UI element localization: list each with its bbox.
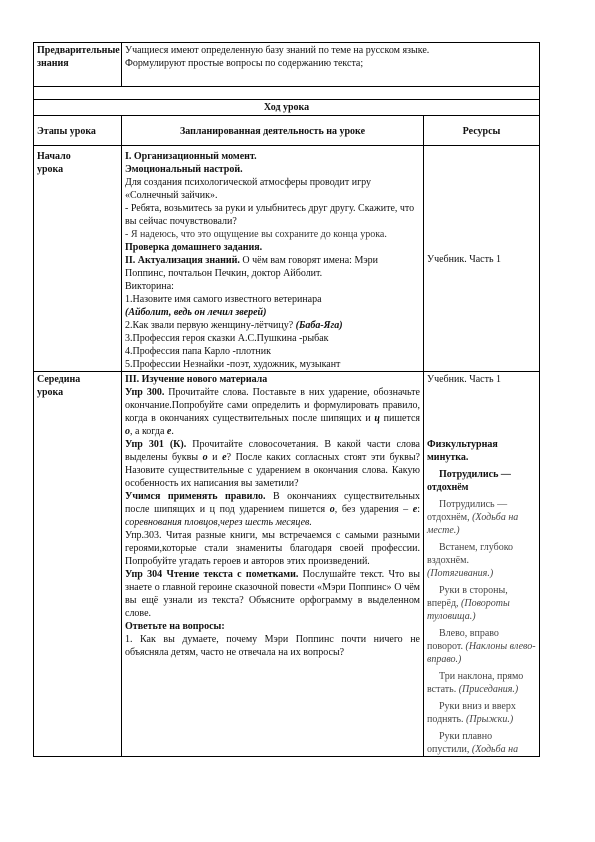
exercise-304-title: Упр 304 Чтение текста с пометками. bbox=[125, 569, 299, 580]
header-row bbox=[34, 116, 540, 146]
fiz-minute-subtitle: Потрудились — отдохнём bbox=[427, 469, 511, 493]
poem-line: Руки вниз и вверх поднять. (Прыжки.) bbox=[427, 701, 516, 725]
exercise-301-letter-e: е bbox=[222, 452, 227, 463]
teacher-prompt: - Ребята, возьмитесь за руки и улыбнитесь друг другу. Скажите, что вы сейчас почувствовали? bbox=[125, 203, 415, 227]
quiz-heading: Викторина: bbox=[125, 281, 174, 292]
rule-letter-e: е bbox=[412, 504, 418, 515]
exercise-300-text-3: , а когда bbox=[130, 426, 167, 437]
exercise-304 bbox=[125, 568, 420, 620]
spacer-row bbox=[34, 87, 540, 100]
exercise-301-and: и bbox=[207, 452, 223, 463]
exercise-300-letter-e: е bbox=[166, 426, 172, 437]
rule-examples: соревнования пловцов,через шесть месяцев. bbox=[125, 517, 312, 528]
header-activity: Запланированная деятельность на уроке bbox=[122, 116, 424, 146]
quiz-question-4: 4.Профессия папа Карло -плотник bbox=[125, 346, 271, 357]
exercise-301-text: Прочитайте словосочетания. В какой части слова выделены буквы bbox=[125, 439, 420, 463]
middle-stage-row bbox=[34, 372, 540, 757]
rule-title: Учимся применять правило. bbox=[125, 491, 266, 502]
rule-text-3: : bbox=[417, 504, 420, 515]
exercise-301-text-2: ? После каких согласных стоят эти буквы? Назовите существительные с ударением в окончания слова. Какую особенность их написания вы заметили? bbox=[125, 452, 420, 489]
start-stage-line-1: Начало bbox=[37, 151, 71, 162]
quiz-answer-1: (Айболит, ведь он лечил зверей) bbox=[125, 307, 267, 318]
start-resources bbox=[424, 146, 540, 372]
middle-stage-line-1: Середина bbox=[37, 374, 81, 385]
poem-line: Три наклона, прямо встать. (Приседания.) bbox=[427, 671, 524, 695]
teacher-hope: - Я надеюсь, что это ощущение вы сохраните до конца урока. bbox=[125, 229, 387, 240]
section-title: Ход урока bbox=[34, 100, 540, 116]
exercise-304-text: Послушайте текст. Что вы знаете о главной героине сказочной повести «Мэри Поппинс» О чём вы ещё узнали из текста? Объясните орфограмму в выделенном слове. bbox=[125, 569, 420, 619]
exercise-300-text-2: пишется bbox=[379, 413, 420, 424]
answer-question-1: 1. Как вы думаете, почему Мэри Поппинс почти ничего не объясняла детям, часто не отвечала на их вопросы? bbox=[125, 634, 420, 658]
middle-activity bbox=[122, 372, 424, 757]
quiz-question-2-text: 2.Как звали первую женщину-лётчицу? bbox=[125, 320, 296, 331]
quiz-answer-2: (Баба-Яга) bbox=[295, 320, 343, 331]
exercise-300-end: . bbox=[171, 426, 174, 437]
spacer-cell bbox=[34, 87, 540, 100]
start-stage-label bbox=[34, 146, 122, 372]
header-stage: Этапы урока bbox=[34, 116, 122, 146]
poem-line: Руки плавно опустили, (Ходьба на bbox=[427, 731, 519, 755]
actualization-heading: II. Актуализация знаний. bbox=[125, 255, 240, 266]
quiz-question-1: 1.Назовите имя самого известного ветеринара bbox=[125, 294, 322, 305]
poem-line: Встанем, глубоко вздохнём. (Потягивания.) bbox=[427, 542, 514, 579]
org-moment-heading: I. Организационный момент. bbox=[125, 151, 257, 162]
exercise-300-letter-o: о bbox=[125, 426, 130, 437]
exercise-301 bbox=[125, 438, 420, 490]
fiz-poem bbox=[427, 498, 536, 756]
exercise-300-title: Упр 300. bbox=[125, 387, 165, 398]
start-resource-text: Учебник. Часть 1 bbox=[427, 253, 502, 265]
poem-line: Потрудились — отдохнём, (Ходьба на месте.) bbox=[427, 499, 519, 536]
exercise-301-title: Упр 301 (К). bbox=[125, 439, 187, 450]
prior-knowledge-row bbox=[34, 43, 540, 87]
poem-line: Руки в стороны, вперёд, (Повороты туловища.) bbox=[427, 585, 510, 622]
new-material-heading: III. Изучение нового материала bbox=[125, 374, 268, 385]
actualization-text: О чём вам говорят имена: Мэри Поппинс, почтальон Печкин, доктор Айболит. bbox=[125, 255, 378, 279]
homework-check-heading: Проверка домашнего задания. bbox=[125, 242, 263, 253]
fiz-minute-title: Физкультурная минутка. bbox=[427, 439, 498, 463]
lesson-plan-table bbox=[33, 42, 540, 757]
prior-knowledge-label: Предварительные знания bbox=[34, 43, 122, 87]
exercise-300 bbox=[125, 386, 420, 438]
middle-stage-line-2: урока bbox=[37, 387, 64, 398]
quiz-question-2 bbox=[125, 319, 420, 332]
prior-knowledge-line-2: Формулируют простые вопросы по содержанию текста; bbox=[125, 58, 364, 69]
exercise-300-letter-c: ц bbox=[374, 413, 380, 424]
rule-text: В окончаниях существительных после шипящих и ц под ударением пишется bbox=[125, 491, 420, 515]
quiz-question-5: 5.Профессии Незнайки -поэт, художник, музыкант bbox=[125, 359, 341, 370]
start-stage-line-2: урока bbox=[37, 164, 64, 175]
emotional-mood-heading: Эмоциональный настрой. bbox=[125, 164, 243, 175]
section-title-row bbox=[34, 100, 540, 116]
quiz-question-3: 3.Профессия героя сказки А.С.Пушкина -рыбак bbox=[125, 333, 329, 344]
middle-resource-text: Учебник. Часть 1 bbox=[427, 374, 502, 385]
actualization-paragraph bbox=[125, 254, 420, 280]
start-activity bbox=[122, 146, 424, 372]
game-description: Для создания психологической атмосферы проводит игру «Солнечный зайчик». bbox=[125, 177, 372, 201]
start-stage-row bbox=[34, 146, 540, 372]
exercise-303: Упр.303. Читая разные книги, мы встречаемся с самыми разными героями,которые стали знамениты благодаря своей профессии. Попробуйте угадать героев и авторов этих произведений. bbox=[125, 530, 420, 567]
rule-letter-o: о bbox=[329, 504, 335, 515]
middle-resources bbox=[424, 372, 540, 757]
rule-text-2: , без ударения – bbox=[334, 504, 413, 515]
exercise-301-letter-o: о bbox=[202, 452, 208, 463]
middle-stage-label bbox=[34, 372, 122, 757]
answer-questions-heading: Ответьте на вопросы: bbox=[125, 621, 225, 632]
prior-knowledge-line-1: Учащиеся имеют определенную базу знаний по теме на русском языке. bbox=[125, 45, 430, 56]
exercise-300-text: Прочитайте слова. Поставьте в них ударение, обозначьте окончание.Попробуйте сами определить и формулировать правило, когда в окончаниях существительных после шипящих и bbox=[125, 387, 420, 424]
rule-paragraph bbox=[125, 490, 420, 529]
prior-knowledge-content bbox=[122, 43, 540, 87]
poem-line: Влево, вправо поворот. (Наклоны влево-вправо.) bbox=[427, 628, 536, 665]
header-resources: Ресурсы bbox=[424, 116, 540, 146]
